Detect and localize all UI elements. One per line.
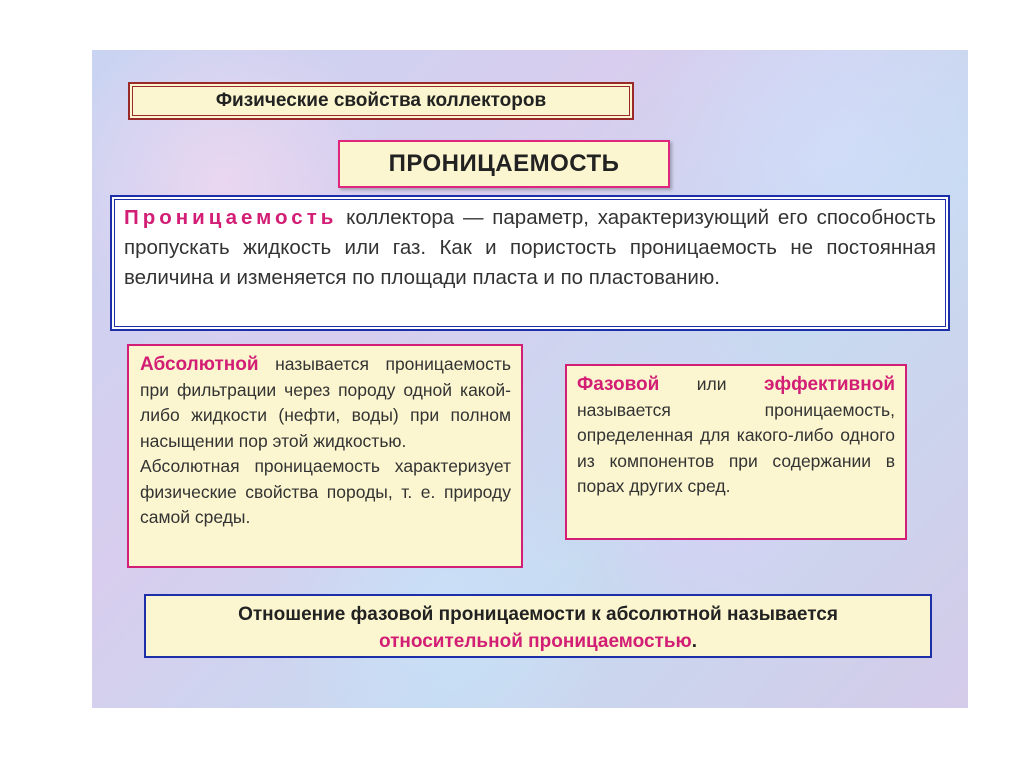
slide-title — [128, 82, 634, 120]
phase-permeability-box — [565, 364, 907, 540]
effective-term: эффективной — [764, 374, 895, 395]
phase-text: называется проницаемость, определенная для какого-либо одного из компонентов при содержании в порах других сред. — [577, 399, 895, 496]
slide — [92, 50, 968, 708]
absolute-term: Абсолютной — [140, 354, 259, 375]
absolute-permeability-box — [127, 344, 523, 568]
summary-line-2 — [146, 628, 930, 655]
phase-connector: или — [659, 374, 764, 394]
summary-box — [144, 594, 932, 658]
definition-box — [110, 195, 950, 331]
absolute-paragraph-1 — [140, 352, 511, 454]
section-heading-text: ПРОНИЦАЕМОСТЬ — [388, 150, 620, 177]
summary-end: . — [691, 631, 698, 652]
phase-term: Фазовой — [577, 374, 660, 395]
summary-accent: относительной проницаемостью — [378, 631, 692, 652]
definition-term: Проницаемость — [124, 206, 338, 229]
absolute-text-2: Абсолютная проницаемость характеризует физические свойства породы, т. е. природу самой среды. — [140, 456, 511, 527]
absolute-paragraph-2 — [140, 454, 511, 531]
slide-title-text: Физические свойства коллекторов — [215, 90, 547, 111]
definition-text: коллектора — параметр, характеризующий его способность пропускать жидкость или газ. Как и пористость проницаемость не постоянная величина и изменяется по площади пласта и по пластованию. — [124, 206, 936, 289]
absolute-text-1: называется проницаемость при фильтрации через породу одной какой-либо жидкости (нефти, воды) при полном насыщении пор этой жидкостью. — [140, 354, 511, 451]
summary-text: Отношение фазовой проницаемости к абсолютной называется — [238, 604, 838, 625]
section-heading — [338, 140, 670, 188]
